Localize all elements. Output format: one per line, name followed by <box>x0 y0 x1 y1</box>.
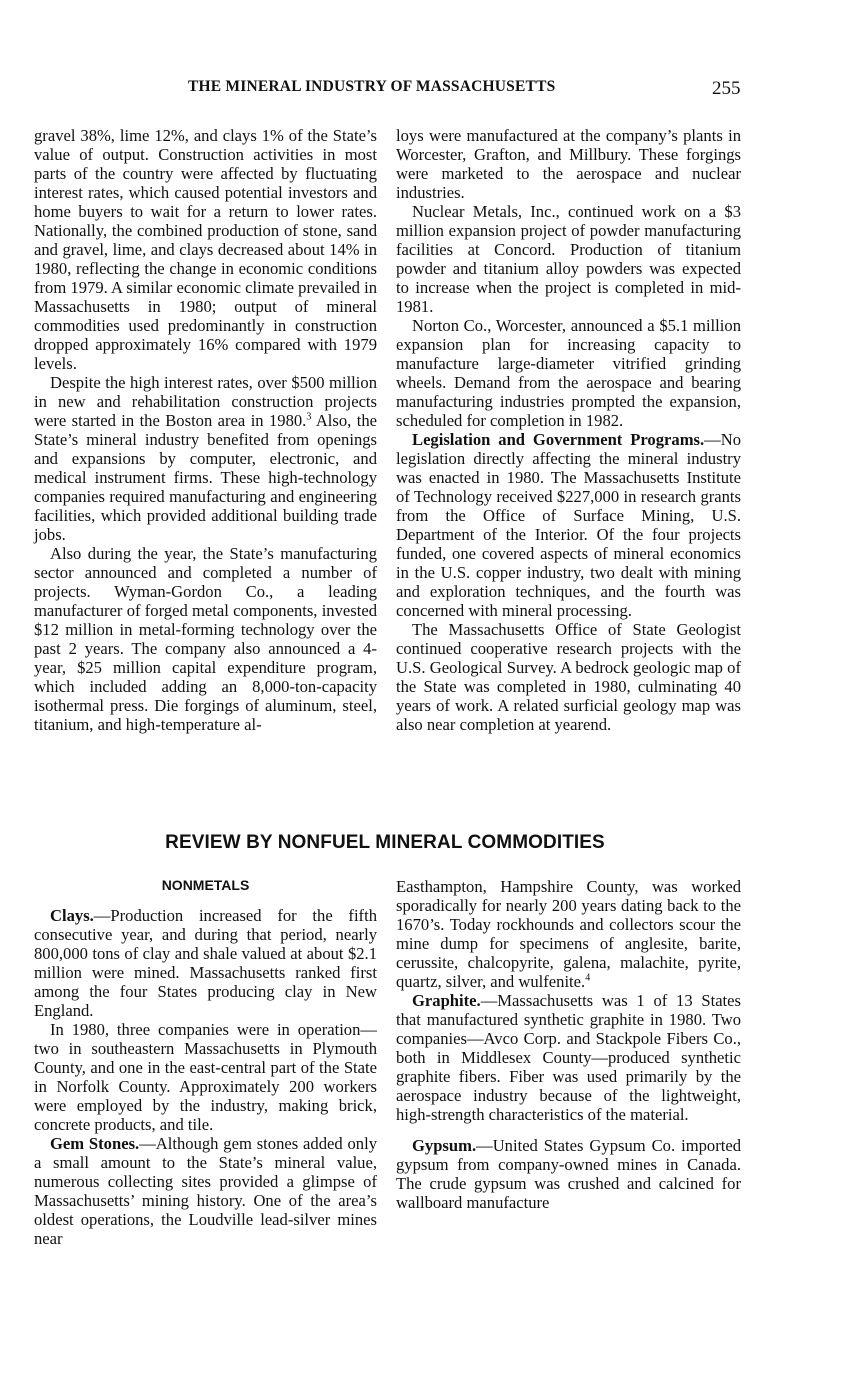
paragraph <box>34 373 377 544</box>
paragraph: Also during the year, the State’s manufacturing sector announced and completed a number of projects. Wyman-Gordon Co., a leading manufacturer of forged metal components, invested $12 million in metal-forming technology over the past 2 years. The company also announced a 4-year, $25 million capital expenditure program, which included adding an 8,000-ton-capacity isothermal press. Die forgings of aluminum, steel, titanium, and high-temperature al- <box>34 544 377 734</box>
paragraph <box>396 877 741 991</box>
paragraph <box>396 430 741 620</box>
run-in-heading: Clays. <box>50 906 94 925</box>
run-in-heading: Graphite. <box>412 991 481 1010</box>
paragraph-text: Also, the State’s mineral industry benefited from openings and expansions by computer, electronic, and medical instrument firms. These high-technology companies required manufacturing and engineering facilities, which provided additional building trade jobs. <box>34 411 377 544</box>
paragraph: The Massachusetts Office of State Geologist continued cooperative research projects with the U.S. Geological Survey. A bedrock geologic map of the State was completed in 1980, culminating 40 years of work. A related surficial geology map was also near completion at yearend. <box>396 620 741 734</box>
section-title: REVIEW BY NONFUEL MINERAL COMMODITIES <box>165 832 605 853</box>
paragraph-text: —Massachusetts was 1 of 13 States that manufactured synthetic graphite in 1980. Two companies—Avco Corp. and Stackpole Fibers Co., both in Middlesex County—produced synthetic graphite fibers. Fiber was used primarily by the aerospace industry because of the lightweight, high-strength characteristics of the material. <box>396 991 741 1124</box>
paragraph: Nuclear Metals, Inc., continued work on a $3 million expansion project of powder manufacturing facilities at Concord. Production of titanium powder and titanium alloy powders was expected to increase when the project is completed in mid-1981. <box>396 202 741 316</box>
paragraph <box>34 1134 377 1248</box>
run-in-heading: Gypsum. <box>412 1136 477 1155</box>
footnote-marker: 3 <box>306 411 312 423</box>
paragraph-text: Easthampton, Hampshire County, was worked sporadically for nearly 200 years dating back to the 1670’s. Today rockhounds and collectors scour the mine dump for specimens of anglesite, barite, cerussite, chalcopyrite, galena, malachite, pyrite, quartz, silver, and wulfenite. <box>396 877 741 991</box>
bottom-left-column <box>34 906 377 1248</box>
footnote-marker: 4 <box>585 972 591 984</box>
paragraph <box>396 991 741 1124</box>
page-number: 255 <box>712 78 741 99</box>
paragraph: gravel 38%, lime 12%, and clays 1% of the State’s value of output. Construction activities in most parts of the country were affected by fluctuating interest rates, which caused potential investors and home buyers to wait for a return to lower rates. Nationally, the combined production of stone, sand and gravel, lime, and clays decreased about 14% in 1980, reflecting the change in economic conditions from 1979. A similar economic climate prevailed in Massachusetts in 1980; output of mineral commodities used predominantly in construction dropped approximately 16% compared with 1979 levels. <box>34 126 377 373</box>
paragraph-text: —No legislation directly affecting the mineral industry was enacted in 1980. The Massachusetts Institute of Technology received $227,000 in research grants from the Office of Surface Mining, U.S. Department of the Interior. Of the four projects funded, one covered aspects of mineral economics in the U.S. copper industry, two dealt with mining and exploration techniques, and the fourth was concerned with mineral processing. <box>396 430 741 620</box>
bottom-right-column <box>396 877 741 1212</box>
top-right-column <box>396 126 741 734</box>
paragraph-text: —Production increased for the fifth consecutive year, and during that period, nearly 800,000 tons of clay and shale valued at about $2.1 million were mined. Massachusetts ranked first among the four States producing clay in New England. <box>34 906 377 1020</box>
paragraph: In 1980, three companies were in operation—two in southeastern Massachusetts in Plymouth County, and one in the east-central part of the State in Norfolk County. Approximately 200 workers were employed by the industry, making brick, concrete products, and tile. <box>34 1020 377 1134</box>
paragraph: loys were manufactured at the company’s plants in Worcester, Grafton, and Millbury. These forgings were marketed to the aerospace and nuclear industries. <box>396 126 741 202</box>
subsection-title: NONMETALS <box>161 877 250 893</box>
run-in-heading: Gem Stones. <box>50 1134 140 1153</box>
top-left-column <box>34 126 377 734</box>
running-head: THE MINERAL INDUSTRY OF MASSACHUSETTS <box>188 78 556 95</box>
paragraph-text: —United States Gypsum Co. imported gypsum from company-owned mines in Canada. The crude gypsum was crushed and calcined for wallboard manufacture <box>396 1136 741 1212</box>
run-in-heading: Legislation and Government Programs. <box>412 430 705 449</box>
paragraph-text: —Although gem stones added only a small amount to the State’s mineral value, numerous collecting sites provided a glimpse of Massachusetts’ mining history. One of the area’s oldest operations, the Loudville lead-silver mines near <box>34 1134 377 1248</box>
paragraph-text: Despite the high interest rates, over $500 million in new and rehabilitation construction projects were started in the Boston area in 1980. <box>34 373 377 430</box>
paragraph: Norton Co., Worcester, announced a $5.1 million expansion plan for increasing capacity to manufacture large-diameter vitrified grinding wheels. Demand from the aerospace and bearing manufacturing industries prompted the expansion, scheduled for completion in 1982. <box>396 316 741 430</box>
paragraph <box>396 1136 741 1212</box>
paragraph <box>34 906 377 1020</box>
